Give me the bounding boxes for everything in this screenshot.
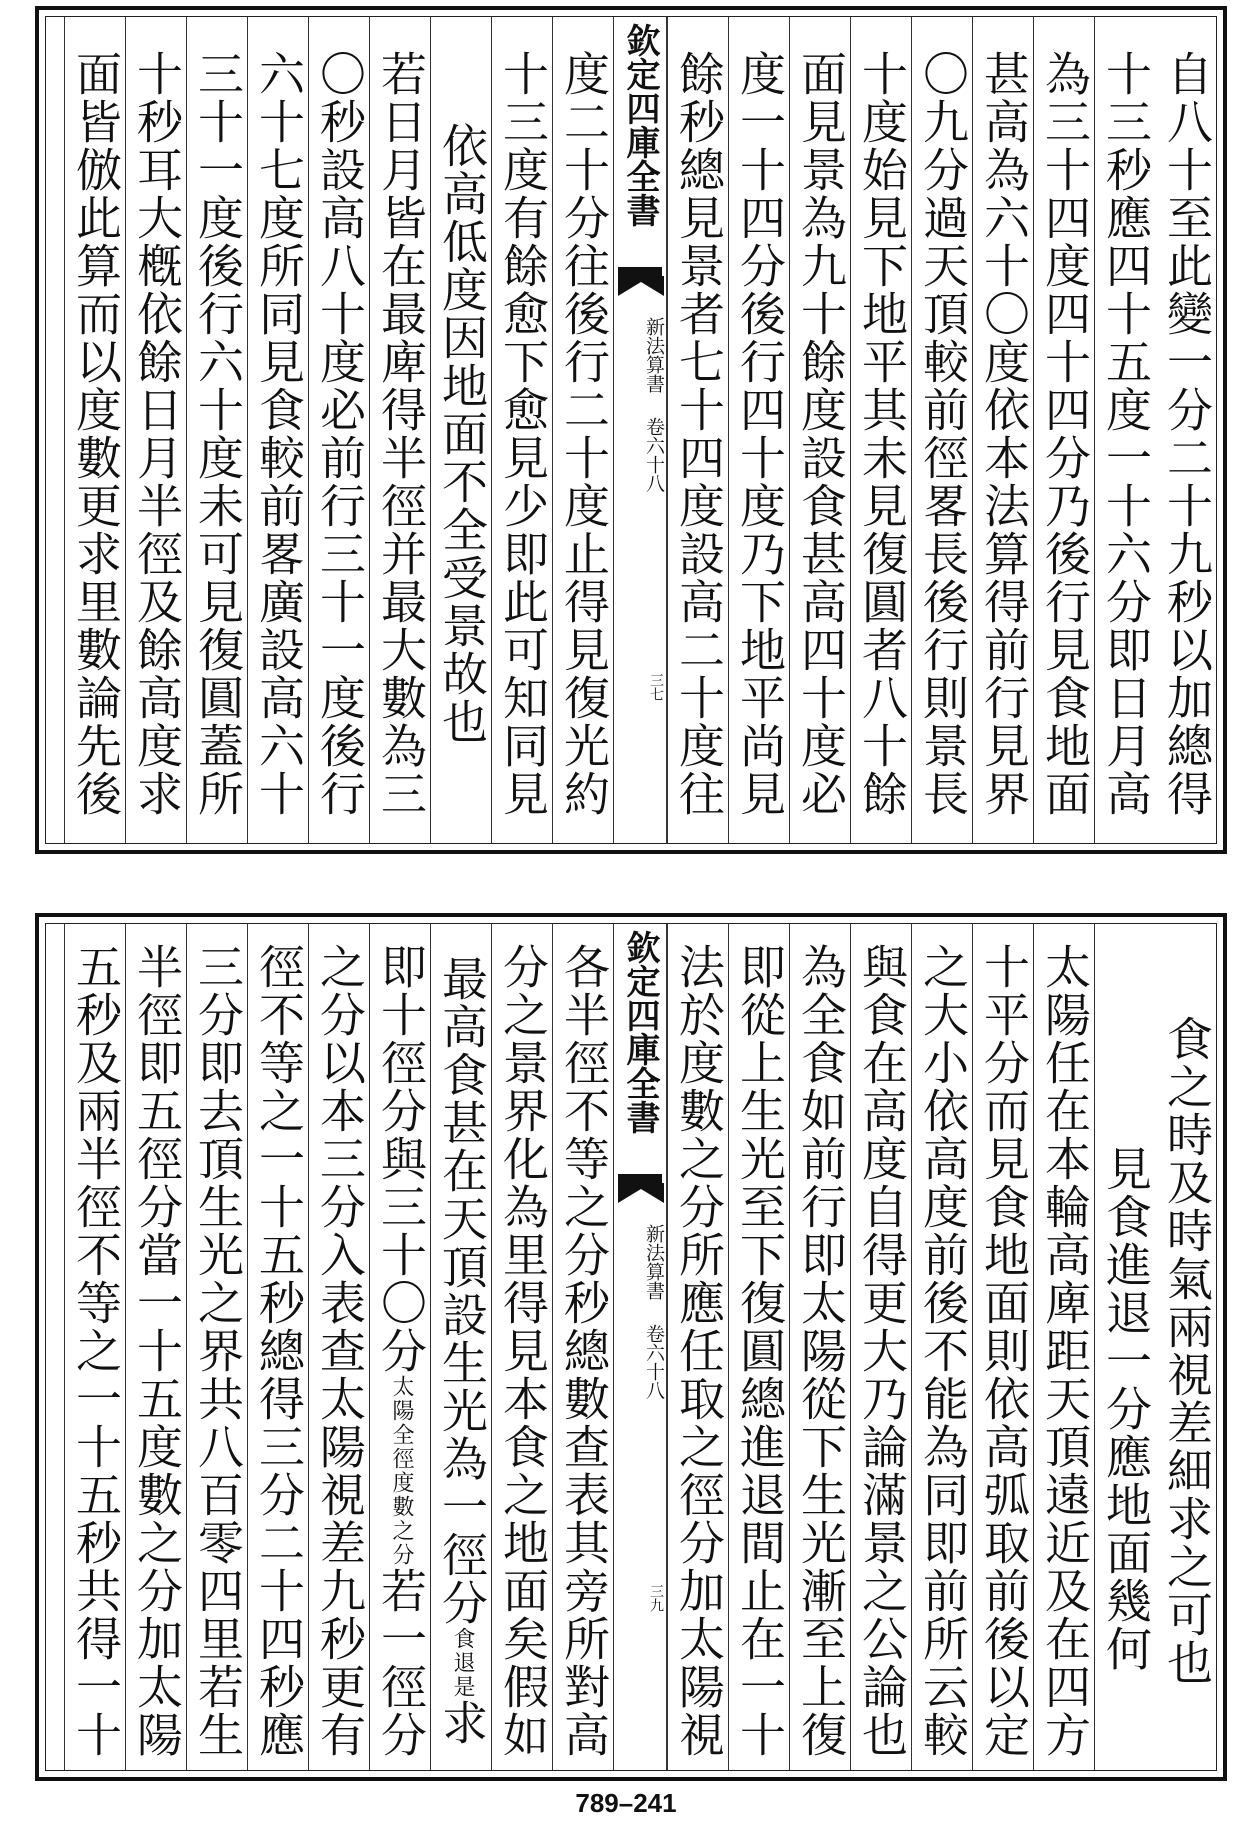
bottom-column-text — [370, 938, 430, 1764]
bottom-book-title: 欽定四庫全書 — [620, 930, 660, 1134]
top-column-14 — [308, 17, 369, 843]
top-column-8 — [728, 17, 789, 843]
top-center-column — [613, 17, 667, 843]
bottom-column-14 — [308, 924, 369, 1770]
bottom-column-text: 各半徑不等之分秒總數查表其旁所對高 — [557, 943, 611, 1759]
page-number: 789–241 — [575, 1788, 677, 1818]
top-folio: 三七 — [648, 673, 664, 701]
top-column-text: 十三秒應四十五度一十六分即日月高 — [1099, 50, 1153, 818]
bottom-column-1 — [1155, 924, 1216, 1770]
bottom-column-text: 法於度數之分所應任取之徑分加太陽視 — [672, 943, 726, 1759]
bottom-column-text: 之大小依高度前後不能為同即前所云較 — [916, 943, 970, 1759]
top-column-3 — [1033, 17, 1094, 843]
bottom-center-column — [613, 924, 667, 1770]
bottom-column-3 — [1033, 924, 1094, 1770]
top-column-7 — [789, 17, 850, 843]
top-column-text: 十度始見下地平其未見復圓者八十餘 — [855, 50, 909, 818]
bottom-column-10 — [552, 924, 613, 1770]
bottom-column-17 — [125, 924, 186, 1770]
bottom-column-text: 為全食如前行即太陽從下生光漸至上復 — [794, 943, 848, 1759]
top-column-text: 若日月皆在最庳得半徑并最大數為三 — [374, 50, 428, 818]
top-column-17 — [125, 17, 186, 843]
top-column-4 — [972, 17, 1033, 843]
top-column-text: 為三十四度四十四分乃後行見食地面 — [1038, 50, 1092, 818]
top-column-1 — [1155, 17, 1216, 843]
top-column-16 — [186, 17, 247, 843]
top-column-18 — [64, 17, 125, 843]
top-column-10 — [552, 17, 613, 843]
bottom-column-8 — [728, 924, 789, 1770]
top-column-text: 〇九分過天頂較前徑畧長後行則景長 — [916, 50, 970, 818]
bottom-column-9 — [667, 924, 728, 1770]
bottom-column-11 — [491, 924, 552, 1770]
bottom-volume: 卷六十八 — [643, 1324, 665, 1400]
top-column-text: 度一十四分後行四十度乃下地平尚見 — [733, 50, 787, 818]
bottom-column-13-main: 即十徑分與三十〇分 — [374, 943, 428, 1375]
bottom-column-13-tail: 若一徑分 — [374, 1567, 428, 1759]
bottom-page — [35, 913, 1227, 1781]
bottom-column-text: 徑不等之一十五秒總得三分二十四秒應 — [252, 943, 306, 1759]
bottom-column-18 — [64, 924, 125, 1770]
top-column-6 — [850, 17, 911, 843]
top-column-text: 依高低度因地面不全受景故也 — [435, 122, 489, 746]
top-column-text: 〇秒設高八十度必前行三十一度後行 — [313, 50, 367, 818]
bottom-column-text: 半徑即五徑分當一十五度數之分加太陽 — [130, 943, 184, 1759]
bottom-interlinear-note: 太陽全徑度數之分 — [389, 1375, 414, 1567]
top-sub-title: 新法算書 — [643, 317, 665, 393]
top-column-5 — [911, 17, 972, 843]
bottom-column-text: 與食在高度自得更大乃論滿景之公論也 — [855, 943, 909, 1759]
bottom-column-4 — [972, 924, 1033, 1770]
bottom-column-text: 三分即去頂生光之界共八百零四里若生 — [191, 943, 245, 1759]
top-fishtail-mark — [618, 267, 662, 297]
bottom-column-12 — [430, 924, 491, 1770]
bottom-page-frame — [45, 923, 1217, 1771]
top-column-2 — [1094, 17, 1155, 843]
top-column-text: 十秒耳大槪依餘日月半徑及餘高度求 — [130, 50, 184, 818]
top-column-text: 面見景為九十餘度設食甚高四十度必 — [794, 50, 848, 818]
bottom-column-12-tail: 求 — [435, 1699, 489, 1747]
bottom-fishtail-mark — [618, 1174, 662, 1204]
top-column-text: 度二十分往後行二十度止得見復光約 — [557, 50, 611, 818]
top-column-text: 自八十至此變一分二十九秒以加總得 — [1160, 50, 1214, 818]
top-column-text: 餘秒總見景者七十四度設高二十度往 — [672, 50, 726, 818]
bottom-column-text — [431, 938, 491, 1764]
top-column-15 — [247, 17, 308, 843]
top-column-text: 面皆倣此算而以度數更求里數論先後 — [69, 50, 123, 818]
bottom-column-text: 五秒及兩半徑不等之一十五秒共得一十 — [69, 943, 123, 1759]
bottom-column-15 — [247, 924, 308, 1770]
bottom-column-7 — [789, 924, 850, 1770]
bottom-column-text: 食之時及時氣兩視差細求之可也 — [1160, 1015, 1214, 1687]
bottom-sub-title: 新法算書 — [643, 1224, 665, 1300]
bottom-column-heading: 見食進退一分應地面幾何 — [1099, 1145, 1153, 1673]
top-page-frame — [45, 16, 1217, 844]
bottom-folio: 三九 — [648, 1584, 664, 1612]
bottom-column-text: 即從上生光至下復圓總進退間止在一十 — [733, 943, 787, 1759]
top-column-12 — [430, 17, 491, 843]
top-column-text: 十三度有餘愈下愈見少即此可知同見 — [496, 50, 550, 818]
top-book-title: 欽定四庫全書 — [620, 23, 660, 227]
bottom-column-text: 十平分而見食地面則依高弧取前後以定 — [977, 943, 1031, 1759]
top-column-11 — [491, 17, 552, 843]
bottom-column-13 — [369, 924, 430, 1770]
bottom-column-5 — [911, 924, 972, 1770]
bottom-column-16 — [186, 924, 247, 1770]
bottom-column-12-main: 最高食甚在天頂設生光為一徑分 — [435, 955, 489, 1627]
top-column-text: 甚高為六十〇度依本法算得前行見界 — [977, 50, 1031, 818]
top-column-text: 三十一度後行六十度未可見復圓蓋所 — [191, 50, 245, 818]
bottom-column-text: 分之景界化為里得見本食之地面矣假如 — [496, 943, 550, 1759]
top-volume: 卷六十八 — [643, 417, 665, 493]
top-column-13 — [369, 17, 430, 843]
bottom-interlinear-note: 食退是 — [450, 1627, 475, 1699]
top-page — [35, 6, 1227, 854]
bottom-column-text: 之分以本三分入表查太陽視差九秒更有 — [313, 943, 367, 1759]
top-column-9 — [667, 17, 728, 843]
top-column-text: 六十七度所同見食較前畧廣設高六十 — [252, 50, 306, 818]
bottom-column-2 — [1094, 924, 1155, 1770]
bottom-column-6 — [850, 924, 911, 1770]
bottom-column-text: 太陽任在本輪高庳距天頂遠近及在四方 — [1038, 943, 1092, 1759]
